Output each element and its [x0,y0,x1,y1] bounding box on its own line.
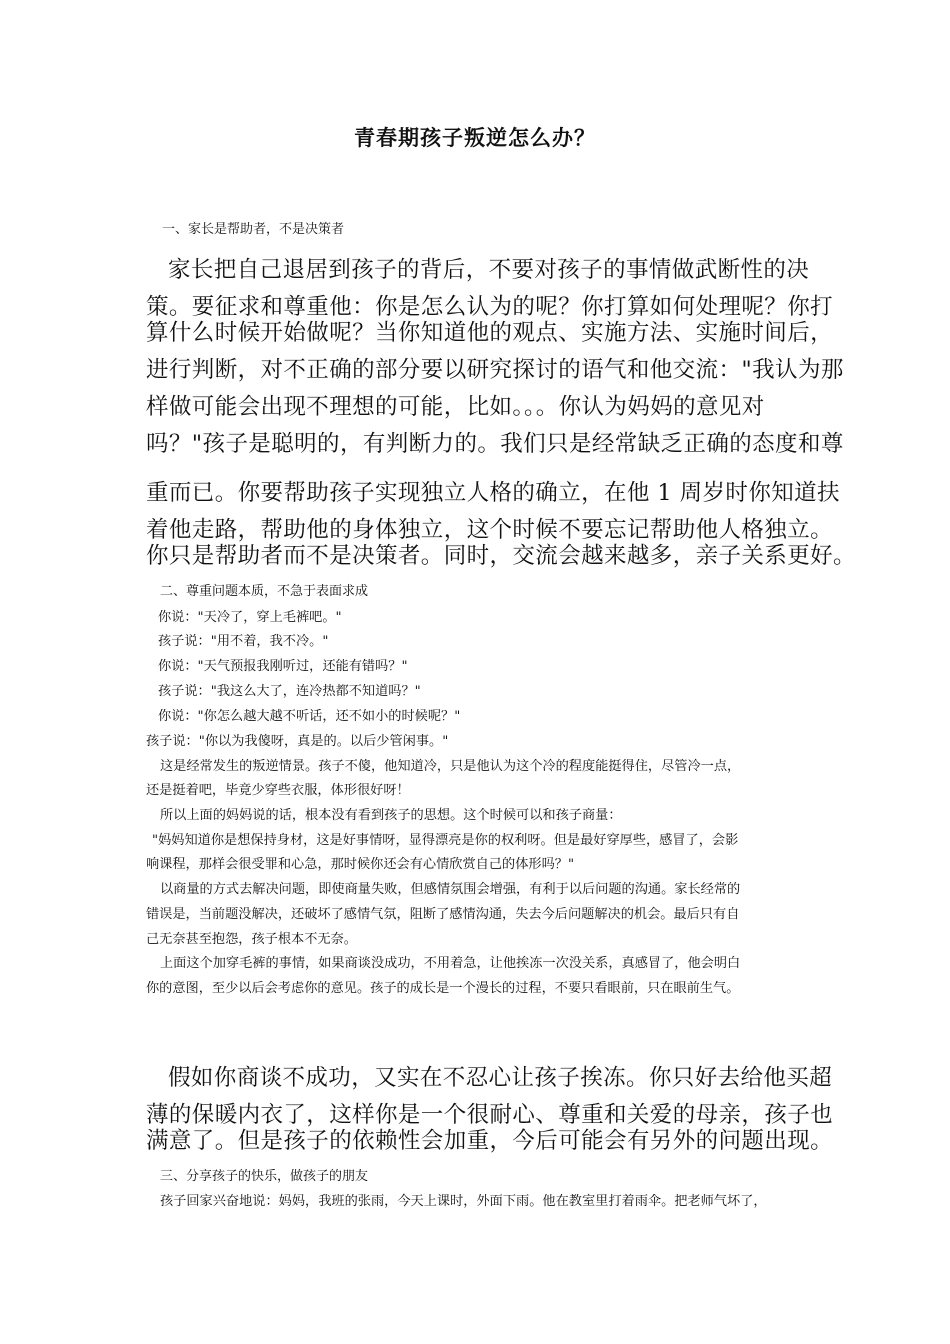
dialogue-line: 孩子说："我这么大了，连冷热都不知道吗？" [158,684,421,699]
paragraph-line: 家长把自己退居到孩子的背后，不要对孩子的事情做武断性的决 [168,257,810,283]
paragraph-line: 己无奈甚至抱怨，孩子根本不无奈。 [146,932,357,947]
paragraph-line: 上面这个加穿毛裤的事情，如果商谈没成功，不用着急，让他挨冻一次没关系，真感冒了，他会明白 [160,956,741,971]
dialogue-line: 你说："你怎么越大越不听话，还不如小的时候呢？" [158,709,461,724]
paragraph-line: 响课程，那样会很受罪和心急，那时候你还会有心情欣赏自己的体形吗？" [146,857,575,872]
dialogue-line: 你说："天气预报我刚听过，还能有错吗？" [158,659,408,674]
dialogue-line: 孩子说："用不着，我不冷。" [158,634,329,649]
paragraph-line: 满意了。但是孩子的依赖性会加重，今后可能会有另外的问题出现。 [146,1128,834,1154]
dialogue-line: 你说："天冷了，穿上毛裤吧。" [158,610,342,625]
paragraph-line: 样做可能会出现不理想的可能，比如。。。你认为妈妈的意见对 [146,394,765,420]
section-heading-1: 一、家长是帮助者，不是决策者 [162,222,345,237]
paragraph-line: 吗？"孩子是聪明的，有判断力的。我们只是经常缺乏正确的态度和尊 [146,431,844,457]
paragraph-line: 算什么时候开始做呢？当你知道他的观点、实施方法、实施时间后， [146,320,834,346]
paragraph-line: 进行判断，对不正确的部分要以研究探讨的语气和他交流："我认为那 [146,357,844,383]
section-heading-3: 三、分享孩子的快乐，做孩子的朋友 [160,1169,369,1184]
paragraph-line: 孩子回家兴奋地说：妈妈，我班的张雨，今天上课时，外面下雨。他在教室里打着雨伞。把老师气坏了， [160,1194,767,1209]
paragraph-line: 你只是帮助者而不是决策者。同时，交流会越来越多，亲子关系更好。 [146,543,856,569]
section-heading-2: 二、尊重问题本质，不急于表面求成 [160,584,369,599]
dialogue-line: 孩子说："你以为我傻呀，真是的。以后少管闲事。" [146,734,449,749]
paragraph-line: "妈妈知道你是想保持身材，这是好事情呀，显得漂亮是你的权利呀。但是最好穿厚些，感冒了，会影 [152,833,739,848]
paragraph-line: 策。要征求和尊重他：你是怎么认为的呢？你打算如何处理呢？你打 [146,294,834,320]
paragraph-line: 假如你商谈不成功，又实在不忍心让孩子挨冻。你只好去给他买超 [168,1065,833,1091]
paragraph-line: 所以上面的妈妈说的话，根本没有看到孩子的思想。这个时候可以和孩子商量： [160,808,622,823]
paragraph-line: 你的意图，至少以后会考虑你的意见。孩子的成长是一个漫长的过程，不要只看眼前，只在眼前生气。 [146,981,740,996]
page-title: 青春期孩子叛逆怎么办？ [354,125,596,150]
paragraph-line: 着他走路，帮助他的身体独立，这个时候不要忘记帮助他人格独立。 [146,517,834,543]
paragraph-line: 薄的保暖内衣了，这样你是一个很耐心、尊重和关爱的母亲，孩子也 [146,1102,834,1128]
paragraph-line: 还是挺着吧，毕竟少穿些衣服，体形很好呀！ [146,783,410,798]
paragraph-line: 错误是，当前题没解决，还破坏了感情气氛，阻断了感情沟通，失去今后问题解决的机会。最后只有自 [146,907,740,922]
paragraph-line: 以商量的方式去解决问题，即使商量失败，但感情氛围会增强，有利于以后问题的沟通。家长经常的 [160,882,741,897]
paragraph-line: 重而已。你要帮助孩子实现独立人格的确立，在他 1 周岁时你知道扶 [146,480,840,506]
paragraph-line: 这是经常发生的叛逆情景。孩子不傻，他知道冷，只是他认为这个冷的程度能挺得住，尽管冷一点， [160,759,741,774]
